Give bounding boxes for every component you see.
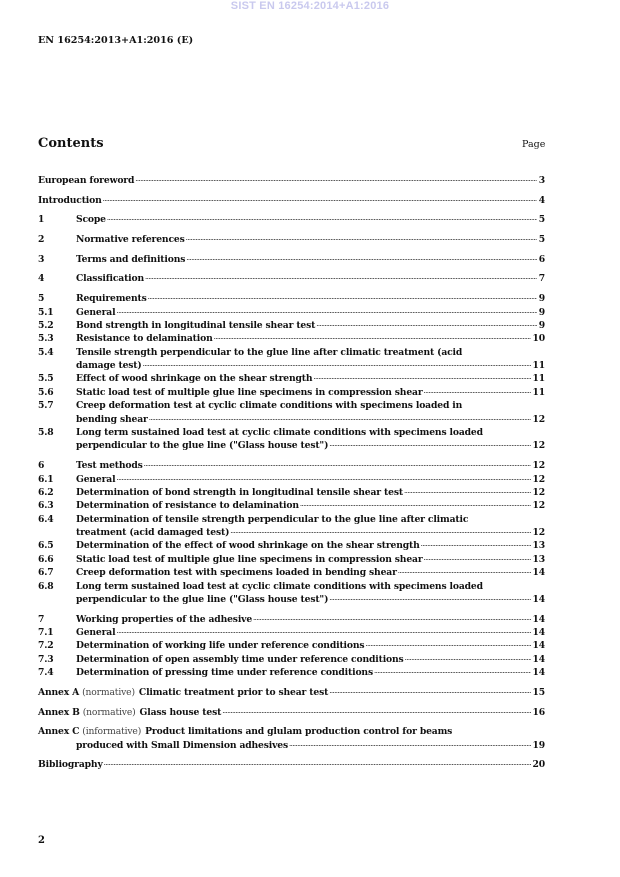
toc-line [38,332,545,345]
section-title[interactable]: Determination of pressing time under reference conditions [76,667,373,679]
toc-entry[interactable] [38,213,545,226]
page-ref[interactable]: 14 [532,667,545,679]
section-number: 6.5 [38,540,54,552]
toc-line [38,399,545,412]
toc-line [38,439,545,452]
toc-entry[interactable] [38,499,545,512]
toc-entry[interactable] [38,473,545,486]
dot-leader [328,686,530,699]
section-title[interactable]: Determination of bond strength in longitudinal tensile shear test [76,486,403,498]
toc-entry[interactable] [38,639,545,652]
section-title[interactable]: Static load test of multiple glue line specimens in compression shear [76,553,423,565]
page-ref[interactable]: 14 [532,627,545,639]
toc-line [38,666,545,679]
section-title[interactable]: Bond strength in longitudinal tensile shear test [76,319,316,331]
dot-leader [423,386,531,399]
toc-entry[interactable] [38,580,545,607]
watermark: SIST EN 16254:2014+A1:2016 [230,0,390,12]
toc-line [38,194,545,207]
page-ref[interactable]: 12 [532,527,545,539]
section-number: 6.6 [38,553,54,565]
section-number: 5.4 [38,346,54,358]
toc-line [38,486,545,499]
toc-entry[interactable] [38,332,545,345]
page-ref[interactable]: 9 [538,293,545,305]
annex-type: (informative) [82,726,142,738]
toc-line [38,566,545,579]
section-number: 5.1 [38,306,54,318]
section-number: 3 [38,253,45,265]
section-title[interactable]: Scope [76,214,106,226]
table-of-contents [38,174,545,772]
page-ref[interactable]: 12 [532,413,545,425]
dot-leader [423,553,531,566]
dot-leader [328,439,530,452]
toc-line [38,706,545,719]
toc-entry[interactable] [38,553,545,566]
dot-leader [221,706,530,719]
toc-entry[interactable] [38,174,545,187]
toc-line [38,739,545,752]
toc-line [38,253,545,266]
section-number: 6.8 [38,580,54,592]
page-ref[interactable]: 11 [532,386,545,398]
page-ref[interactable]: 7 [538,273,545,285]
section-number: 6.1 [38,473,54,485]
toc-entry[interactable] [38,346,545,373]
section-number: 7.1 [38,627,54,639]
toc-line [38,346,545,359]
section-number: 1 [38,214,45,226]
annex-label: Annex B [38,706,80,718]
section-title[interactable]: Long term sustained load test at cyclic climate conditions with specimens loaded [76,427,483,439]
section-number: 5.3 [38,333,54,345]
page-number: 2 [38,835,45,846]
document-id: EN 16254:2013+A1:2016 (E) [38,35,194,46]
page-ref[interactable]: 13 [532,553,545,565]
section-number: 6.4 [38,513,54,525]
page-ref[interactable]: 12 [532,500,545,512]
section-number: 5.6 [38,386,54,398]
section-number: 7.3 [38,653,54,665]
page-ref[interactable]: 11 [532,373,545,385]
dot-leader [134,174,536,187]
toc-line [38,553,545,566]
section-title[interactable]: produced with Small Dimension adhesives [76,739,289,751]
page-column-header: Page [522,139,546,150]
toc-entry[interactable] [38,399,545,426]
dot-leader [299,499,531,512]
indent [38,739,76,752]
toc-entry[interactable] [38,758,545,771]
section-title[interactable]: Determination of working life under reference conditions [76,640,365,652]
section-number: 5.8 [38,427,54,439]
section-title[interactable]: General [76,627,116,639]
toc-entry[interactable] [38,372,545,385]
toc-entry[interactable] [38,613,545,626]
section-title[interactable]: Determination of tensile strength perpendicular to the glue line after climatic [76,513,469,525]
indent [38,359,76,372]
section-title[interactable]: Long term sustained load test at cyclic climate conditions with specimens loaded [76,580,483,592]
section-title[interactable]: European foreword [38,175,135,186]
section-number: 7.4 [38,667,54,679]
annex-type: (normative) [82,706,136,718]
page-ref[interactable]: 14 [532,640,545,652]
toc-line [38,372,545,385]
page-ref[interactable]: 14 [532,594,545,606]
toc-line [38,725,545,738]
dot-leader [102,194,537,207]
toc-line [38,513,545,526]
section-title[interactable]: perpendicular to the glue line ("Glass house test") [76,594,329,606]
section-number: 5.5 [38,373,54,385]
dot-leader [315,319,537,332]
toc-line [38,306,545,319]
section-title[interactable]: Bibliography [38,759,103,771]
section-number: 6.2 [38,486,54,498]
toc-line [38,386,545,399]
page-ref[interactable]: 3 [538,175,545,186]
toc-entry[interactable] [38,306,545,319]
dot-leader [144,272,537,285]
toc-line [38,233,545,246]
section-number: 6.7 [38,567,54,579]
section-title[interactable]: Glass house test [139,706,222,718]
section-title[interactable]: treatment (acid damaged test) [76,527,230,539]
page-ref[interactable]: 9 [538,319,545,331]
page-ref[interactable]: 15 [532,686,545,698]
dot-leader [364,639,530,652]
page-ref[interactable]: 19 [532,739,545,751]
section-title[interactable]: Creep deformation test at cyclic climate conditions with specimens loaded in [76,400,463,412]
section-title[interactable]: Normative references [76,234,185,246]
page-ref[interactable]: 4 [538,194,545,206]
section-title[interactable]: Requirements [76,293,147,305]
page-ref[interactable]: 6 [538,253,545,265]
dot-leader [115,626,530,639]
toc-line [38,272,545,285]
page-ref[interactable]: 10 [532,333,545,345]
section-title[interactable]: damage test) [76,360,142,372]
toc-line [38,593,545,606]
dot-leader [185,253,536,266]
toc-entry[interactable] [38,253,545,266]
section-number: 2 [38,234,45,246]
toc-entry[interactable] [38,292,545,305]
dot-leader [404,653,531,666]
dot-leader [142,359,531,372]
dot-leader [397,566,531,579]
section-title[interactable]: Product limitations and glulam production control for beams [145,726,453,738]
toc-line [38,459,545,472]
dot-leader [213,332,531,345]
contents-heading: Contents [38,136,104,151]
section-number: 5.7 [38,400,54,412]
section-title[interactable]: perpendicular to the glue line ("Glass house test") [76,440,329,452]
dot-leader [185,233,537,246]
section-title[interactable]: Determination of open assembly time under reference conditions [76,653,404,665]
section-title[interactable]: Test methods [76,460,143,472]
page-ref[interactable]: 12 [532,486,545,498]
section-title[interactable]: Determination of resistance to delamination [76,500,299,512]
section-title[interactable]: Terms and definitions [76,253,186,265]
page-ref[interactable]: 13 [532,540,545,552]
section-title[interactable]: General [76,473,116,485]
annex-type: (normative) [82,686,135,698]
toc-entry[interactable] [38,426,545,453]
toc-line [38,319,545,332]
toc-line [38,359,545,372]
toc-entry[interactable] [38,233,545,246]
page-ref[interactable]: 11 [532,360,545,372]
indent [38,439,76,452]
section-number: 5 [38,293,45,305]
section-number: 6 [38,460,45,472]
dot-leader [420,539,531,552]
toc-entry[interactable] [38,666,545,679]
toc-line [38,580,545,593]
section-title[interactable]: Creep deformation test with specimens loaded in bending shear [76,567,397,579]
section-number: 5.2 [38,319,54,331]
toc-line [38,174,545,187]
toc-line [38,758,545,771]
page-ref[interactable]: 20 [532,759,545,771]
section-title[interactable]: Introduction [38,194,102,206]
toc-entry[interactable] [38,272,545,285]
dot-leader [403,486,531,499]
annex-label: Annex C [38,726,80,738]
page-ref[interactable]: 16 [532,706,545,718]
dot-leader [288,739,530,752]
toc-line [38,686,545,699]
page-ref[interactable]: 5 [538,234,545,246]
dot-leader [143,459,531,472]
dot-leader [115,473,530,486]
toc-entry[interactable] [38,459,545,472]
dot-leader [115,306,536,319]
toc-line [38,413,545,426]
section-title[interactable]: Resistance to delamination [76,333,213,345]
toc-entry[interactable] [38,686,545,699]
toc-line [38,292,545,305]
section-title[interactable]: bending shear [76,413,148,425]
toc-entry[interactable] [38,725,545,752]
page-ref[interactable]: 9 [538,306,545,318]
dot-leader [229,526,530,539]
toc-line [38,426,545,439]
section-number: 6.3 [38,500,54,512]
section-number: 7 [38,613,45,625]
dot-leader [148,413,531,426]
section-title[interactable]: Effect of wood shrinkage on the shear strength [76,373,313,385]
section-title[interactable]: Static load test of multiple glue line specimens in compression shear [76,386,423,398]
dot-leader [312,372,530,385]
indent [38,526,76,539]
section-title[interactable]: Determination of the effect of wood shrinkage on the shear strength [76,540,420,552]
dot-leader [147,292,537,305]
dot-leader [373,666,531,679]
toc-entry[interactable] [38,486,545,499]
dot-leader [328,593,530,606]
toc-line [38,639,545,652]
toc-entry[interactable] [38,653,545,666]
page-ref[interactable]: 14 [532,653,545,665]
toc-line [38,526,545,539]
dot-leader [252,613,530,626]
toc-line [38,213,545,226]
indent [38,413,76,426]
indent [38,593,76,606]
toc-line [38,626,545,639]
section-title[interactable]: General [76,306,116,318]
toc-entry[interactable] [38,626,545,639]
section-number: 4 [38,273,45,285]
toc-entry[interactable] [38,194,545,207]
page-ref[interactable]: 12 [532,460,545,472]
page-ref[interactable]: 14 [532,613,545,625]
page-ref[interactable]: 12 [532,440,545,452]
section-number: 7.2 [38,640,54,652]
toc-line [38,613,545,626]
toc-entry[interactable] [38,539,545,552]
toc-entry[interactable] [38,513,545,540]
section-title[interactable]: Tensile strength perpendicular to the glue line after climatic treatment (acid [76,346,463,358]
toc-line [38,653,545,666]
toc-entry[interactable] [38,319,545,332]
toc-entry[interactable] [38,566,545,579]
page-ref[interactable]: 12 [532,473,545,485]
dot-leader [106,213,537,226]
toc-line [38,473,545,486]
page-ref[interactable]: 5 [538,214,545,226]
section-title[interactable]: Classification [76,273,145,285]
dot-leader [103,758,531,771]
toc-entry[interactable] [38,386,545,399]
toc-line [38,539,545,552]
section-title[interactable]: Climatic treatment prior to shear test [138,686,329,698]
page-ref[interactable]: 14 [532,567,545,579]
annex-label: Annex A [38,686,80,698]
toc-entry[interactable] [38,706,545,719]
section-title[interactable]: Working properties of the adhesive [76,613,253,625]
toc-line [38,499,545,512]
